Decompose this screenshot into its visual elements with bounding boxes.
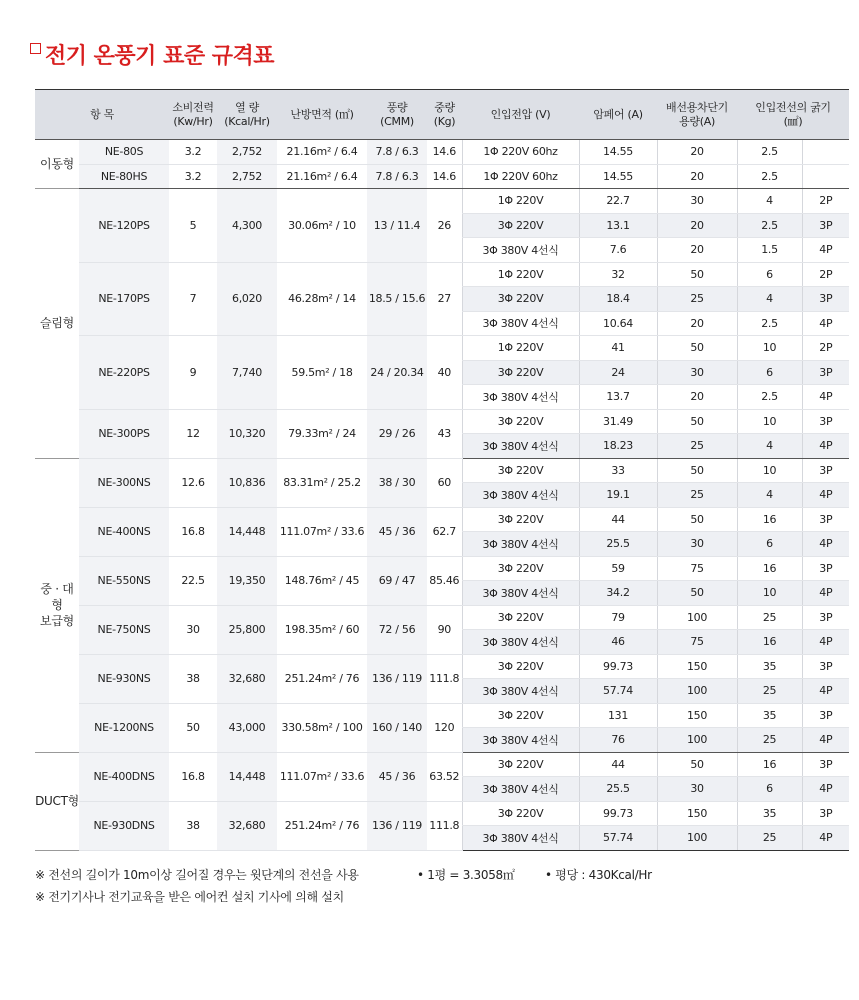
breaker-value: 50 <box>657 262 737 287</box>
breaker-value: 150 <box>657 801 737 826</box>
power-value: 16.8 <box>169 507 217 556</box>
header-voltage: 인입전압 (V) <box>462 90 579 140</box>
weight-value: 111.8 <box>427 654 462 703</box>
wire-pole-value: 2P <box>802 262 849 287</box>
wire-pole-value: 3P <box>802 654 849 679</box>
airflow-value: 45 / 36 <box>367 752 427 801</box>
weight-value: 27 <box>427 262 462 336</box>
model-name: NE-80HS <box>79 164 169 189</box>
wire-pole-value: 3P <box>802 703 849 728</box>
voltage-value: 3Φ 220V <box>462 654 579 679</box>
weight-value: 26 <box>427 189 462 263</box>
area-value: 30.06m² / 10 <box>277 189 367 263</box>
power-value: 9 <box>169 336 217 410</box>
header-power: 소비전력 (Kw/Hr) <box>169 90 217 140</box>
ampere-value: 25.5 <box>579 532 657 557</box>
ampere-value: 34.2 <box>579 581 657 606</box>
model-name: NE-170PS <box>79 262 169 336</box>
breaker-value: 25 <box>657 434 737 459</box>
weight-value: 14.6 <box>427 140 462 165</box>
wire-size-value: 35 <box>737 654 802 679</box>
page-title-text: 전기 온풍기 표준 규격표 <box>45 43 274 69</box>
airflow-value: 136 / 119 <box>367 654 427 703</box>
heat-value: 25,800 <box>217 605 277 654</box>
heat-value: 4,300 <box>217 189 277 263</box>
header-breaker: 배선용차단기 용량(A) <box>657 90 737 140</box>
ampere-value: 19.1 <box>579 483 657 508</box>
model-name: NE-930NS <box>79 654 169 703</box>
header-area: 난방면적 (㎡) <box>277 90 367 140</box>
breaker-value: 20 <box>657 311 737 336</box>
wire-pole-value: 3P <box>802 409 849 434</box>
wire-size-value: 10 <box>737 458 802 483</box>
breaker-value: 30 <box>657 360 737 385</box>
wire-pole-value: 3P <box>802 605 849 630</box>
wire-size-value: 4 <box>737 189 802 214</box>
ampere-value: 44 <box>579 507 657 532</box>
wire-size-value: 6 <box>737 360 802 385</box>
voltage-value: 3Φ 380V 4선식 <box>462 777 579 802</box>
breaker-value: 30 <box>657 777 737 802</box>
airflow-value: 7.8 / 6.3 <box>367 140 427 165</box>
breaker-value: 100 <box>657 826 737 851</box>
wire-pole-value: 4P <box>802 581 849 606</box>
wire-size-value: 25 <box>737 728 802 753</box>
model-name: NE-120PS <box>79 189 169 263</box>
wire-size-value: 4 <box>737 483 802 508</box>
ampere-value: 18.23 <box>579 434 657 459</box>
table-row <box>35 654 849 679</box>
airflow-value: 45 / 36 <box>367 507 427 556</box>
square-bullet-icon <box>30 43 41 54</box>
wire-size-value: 16 <box>737 752 802 777</box>
wire-pole-value: 3P <box>802 801 849 826</box>
table-row <box>35 189 849 214</box>
wire-pole-value: 4P <box>802 483 849 508</box>
breaker-value: 25 <box>657 483 737 508</box>
heat-value: 6,020 <box>217 262 277 336</box>
voltage-value: 1Φ 220V <box>462 262 579 287</box>
voltage-value: 3Φ 220V <box>462 287 579 312</box>
wire-pole-value: 4P <box>802 826 849 851</box>
weight-value: 14.6 <box>427 164 462 189</box>
wire-pole-value: 4P <box>802 777 849 802</box>
area-value: 148.76m² / 45 <box>277 556 367 605</box>
spec-table <box>35 89 849 851</box>
heat-value: 43,000 <box>217 703 277 752</box>
power-value: 22.5 <box>169 556 217 605</box>
wire-pole-value: 3P <box>802 213 849 238</box>
voltage-value: 3Φ 380V 4선식 <box>462 483 579 508</box>
airflow-value: 7.8 / 6.3 <box>367 164 427 189</box>
airflow-value: 24 / 20.34 <box>367 336 427 410</box>
table-row <box>35 801 849 826</box>
ampere-value: 57.74 <box>579 826 657 851</box>
weight-value: 90 <box>427 605 462 654</box>
power-value: 16.8 <box>169 752 217 801</box>
airflow-value: 160 / 140 <box>367 703 427 752</box>
model-name: NE-300PS <box>79 409 169 458</box>
model-name: NE-400NS <box>79 507 169 556</box>
ampere-value: 99.73 <box>579 654 657 679</box>
ampere-value: 14.55 <box>579 140 657 165</box>
breaker-value: 20 <box>657 238 737 263</box>
voltage-value: 1Φ 220V <box>462 336 579 361</box>
model-name: NE-80S <box>79 140 169 165</box>
voltage-value: 3Φ 380V 4선식 <box>462 728 579 753</box>
wire-pole-value: 2P <box>802 189 849 214</box>
power-value: 3.2 <box>169 140 217 165</box>
table-row <box>35 336 849 361</box>
ampere-value: 76 <box>579 728 657 753</box>
table-row <box>35 262 849 287</box>
table-row <box>35 507 849 532</box>
power-value: 50 <box>169 703 217 752</box>
heat-value: 10,836 <box>217 458 277 507</box>
weight-value: 62.7 <box>427 507 462 556</box>
voltage-value: 3Φ 220V <box>462 360 579 385</box>
weight-value: 40 <box>427 336 462 410</box>
breaker-value: 100 <box>657 728 737 753</box>
heat-value: 32,680 <box>217 801 277 850</box>
area-value: 330.58m² / 100 <box>277 703 367 752</box>
wire-size-value: 2.5 <box>737 140 802 165</box>
wire-pole-value: 3P <box>802 458 849 483</box>
wire-size-value: 35 <box>737 801 802 826</box>
area-value: 21.16m² / 6.4 <box>277 164 367 189</box>
footnote-pyeong-conversion: • 1평 = 3.3058㎡ <box>417 868 515 882</box>
wire-pole-value: 3P <box>802 360 849 385</box>
wire-size-value: 10 <box>737 581 802 606</box>
breaker-value: 50 <box>657 752 737 777</box>
table-row <box>35 605 849 630</box>
area-value: 111.07m² / 33.6 <box>277 752 367 801</box>
voltage-value: 3Φ 380V 4선식 <box>462 826 579 851</box>
wire-pole-value: 4P <box>802 238 849 263</box>
breaker-value: 20 <box>657 213 737 238</box>
table-row <box>35 164 849 189</box>
voltage-value: 3Φ 380V 4선식 <box>462 630 579 655</box>
power-value: 7 <box>169 262 217 336</box>
breaker-value: 50 <box>657 336 737 361</box>
model-name: NE-400DNS <box>79 752 169 801</box>
wire-size-value: 4 <box>737 287 802 312</box>
weight-value: 111.8 <box>427 801 462 850</box>
ampere-value: 32 <box>579 262 657 287</box>
wire-size-value: 2.5 <box>737 385 802 410</box>
power-value: 3.2 <box>169 164 217 189</box>
table-row <box>35 140 849 165</box>
wire-pole-value: 3P <box>802 287 849 312</box>
breaker-value: 20 <box>657 385 737 410</box>
power-value: 30 <box>169 605 217 654</box>
area-value: 251.24m² / 76 <box>277 801 367 850</box>
table-row <box>35 752 849 777</box>
area-value: 198.35m² / 60 <box>277 605 367 654</box>
airflow-value: 29 / 26 <box>367 409 427 458</box>
table-row <box>35 409 849 434</box>
area-value: 21.16m² / 6.4 <box>277 140 367 165</box>
ampere-value: 59 <box>579 556 657 581</box>
wire-pole-value: 3P <box>802 556 849 581</box>
airflow-value: 38 / 30 <box>367 458 427 507</box>
breaker-value: 30 <box>657 189 737 214</box>
table-header <box>35 90 849 140</box>
breaker-value: 20 <box>657 164 737 189</box>
header-heat: 열 량 (Kcal/Hr) <box>217 90 277 140</box>
wire-size-value: 25 <box>737 605 802 630</box>
ampere-value: 46 <box>579 630 657 655</box>
power-value: 5 <box>169 189 217 263</box>
voltage-value: 3Φ 380V 4선식 <box>462 311 579 336</box>
ampere-value: 10.64 <box>579 311 657 336</box>
wire-pole-value: 3P <box>802 507 849 532</box>
airflow-value: 18.5 / 15.6 <box>367 262 427 336</box>
wire-size-value: 10 <box>737 336 802 361</box>
ampere-value: 25.5 <box>579 777 657 802</box>
model-name: NE-750NS <box>79 605 169 654</box>
weight-value: 60 <box>427 458 462 507</box>
voltage-value: 1Φ 220V <box>462 189 579 214</box>
wire-pole-value: 3P <box>802 752 849 777</box>
power-value: 12 <box>169 409 217 458</box>
area-value: 111.07m² / 33.6 <box>277 507 367 556</box>
area-value: 83.31m² / 25.2 <box>277 458 367 507</box>
header-weight: 중량 (Kg) <box>427 90 462 140</box>
footnote-wire-length: ※ 전선의 길이가 10m이상 길어질 경우는 윗단계의 전선을 사용 <box>35 868 359 882</box>
group-name: 중 · 대형 보급형 <box>35 458 79 752</box>
ampere-value: 24 <box>579 360 657 385</box>
wire-size-value: 16 <box>737 630 802 655</box>
breaker-value: 50 <box>657 581 737 606</box>
wire-size-value: 6 <box>737 262 802 287</box>
footnotes <box>35 864 835 908</box>
voltage-value: 3Φ 220V <box>462 801 579 826</box>
breaker-value: 150 <box>657 703 737 728</box>
voltage-value: 3Φ 380V 4선식 <box>462 385 579 410</box>
area-value: 59.5m² / 18 <box>277 336 367 410</box>
group-name: 슬림형 <box>35 189 79 459</box>
ampere-value: 7.6 <box>579 238 657 263</box>
heat-value: 2,752 <box>217 164 277 189</box>
model-name: NE-1200NS <box>79 703 169 752</box>
table-row <box>35 458 849 483</box>
wire-pole-value <box>802 164 849 189</box>
model-name: NE-220PS <box>79 336 169 410</box>
wire-size-value: 2.5 <box>737 213 802 238</box>
power-value: 38 <box>169 654 217 703</box>
voltage-value: 3Φ 380V 4선식 <box>462 532 579 557</box>
wire-size-value: 1.5 <box>737 238 802 263</box>
wire-pole-value: 4P <box>802 434 849 459</box>
wire-size-value: 4 <box>737 434 802 459</box>
area-value: 251.24m² / 76 <box>277 654 367 703</box>
heat-value: 14,448 <box>217 752 277 801</box>
breaker-value: 25 <box>657 287 737 312</box>
voltage-value: 3Φ 220V <box>462 752 579 777</box>
ampere-value: 99.73 <box>579 801 657 826</box>
wire-pole-value: 4P <box>802 311 849 336</box>
wire-size-value: 2.5 <box>737 164 802 189</box>
table-body <box>35 140 849 851</box>
header-airflow: 풍량 (CMM) <box>367 90 427 140</box>
airflow-value: 13 / 11.4 <box>367 189 427 263</box>
wire-size-value: 25 <box>737 826 802 851</box>
ampere-value: 31.49 <box>579 409 657 434</box>
model-name: NE-300NS <box>79 458 169 507</box>
voltage-value: 3Φ 380V 4선식 <box>462 679 579 704</box>
header-item: 항 목 <box>35 90 169 140</box>
page-title <box>30 38 274 70</box>
wire-size-value: 35 <box>737 703 802 728</box>
wire-pole-value: 4P <box>802 679 849 704</box>
voltage-value: 3Φ 220V <box>462 458 579 483</box>
voltage-value: 3Φ 220V <box>462 213 579 238</box>
power-value: 12.6 <box>169 458 217 507</box>
table-row <box>35 556 849 581</box>
heat-value: 19,350 <box>217 556 277 605</box>
model-name: NE-550NS <box>79 556 169 605</box>
wire-size-value: 6 <box>737 532 802 557</box>
wire-pole-value: 4P <box>802 728 849 753</box>
ampere-value: 57.74 <box>579 679 657 704</box>
breaker-value: 100 <box>657 679 737 704</box>
ampere-value: 18.4 <box>579 287 657 312</box>
group-name: DUCT형 <box>35 752 79 850</box>
wire-size-value: 25 <box>737 679 802 704</box>
voltage-value: 3Φ 220V <box>462 556 579 581</box>
ampere-value: 41 <box>579 336 657 361</box>
heat-value: 10,320 <box>217 409 277 458</box>
wire-size-value: 2.5 <box>737 311 802 336</box>
heat-value: 7,740 <box>217 336 277 410</box>
heat-value: 32,680 <box>217 654 277 703</box>
wire-pole-value <box>802 140 849 165</box>
wire-pole-value: 2P <box>802 336 849 361</box>
airflow-value: 72 / 56 <box>367 605 427 654</box>
header-wire: 인입전선의 굵기 (㎟) <box>737 90 849 140</box>
voltage-value: 3Φ 220V <box>462 605 579 630</box>
voltage-value: 3Φ 220V <box>462 409 579 434</box>
header-ampere: 암페어 (A) <box>579 90 657 140</box>
weight-value: 120 <box>427 703 462 752</box>
wire-size-value: 16 <box>737 556 802 581</box>
heat-value: 2,752 <box>217 140 277 165</box>
voltage-value: 1Φ 220V 60hz <box>462 164 579 189</box>
weight-value: 43 <box>427 409 462 458</box>
voltage-value: 3Φ 380V 4선식 <box>462 434 579 459</box>
weight-value: 85.46 <box>427 556 462 605</box>
voltage-value: 3Φ 380V 4선식 <box>462 581 579 606</box>
ampere-value: 131 <box>579 703 657 728</box>
wire-pole-value: 4P <box>802 385 849 410</box>
breaker-value: 75 <box>657 556 737 581</box>
airflow-value: 69 / 47 <box>367 556 427 605</box>
group-name: 이동형 <box>35 140 79 189</box>
area-value: 46.28m² / 14 <box>277 262 367 336</box>
weight-value: 63.52 <box>427 752 462 801</box>
ampere-value: 79 <box>579 605 657 630</box>
wire-size-value: 6 <box>737 777 802 802</box>
breaker-value: 50 <box>657 507 737 532</box>
airflow-value: 136 / 119 <box>367 801 427 850</box>
wire-pole-value: 4P <box>802 532 849 557</box>
voltage-value: 3Φ 220V <box>462 507 579 532</box>
footnote-kcal-per-pyeong: • 평당 : 430Kcal/Hr <box>545 868 652 882</box>
ampere-value: 44 <box>579 752 657 777</box>
area-value: 79.33m² / 24 <box>277 409 367 458</box>
wire-pole-value: 4P <box>802 630 849 655</box>
power-value: 38 <box>169 801 217 850</box>
model-name: NE-930DNS <box>79 801 169 850</box>
ampere-value: 33 <box>579 458 657 483</box>
breaker-value: 50 <box>657 409 737 434</box>
heat-value: 14,448 <box>217 507 277 556</box>
ampere-value: 22.7 <box>579 189 657 214</box>
footnote-installer: ※ 전기기사나 전기교육을 받은 에어컨 설치 기사에 의해 설치 <box>35 890 344 904</box>
breaker-value: 100 <box>657 605 737 630</box>
wire-size-value: 10 <box>737 409 802 434</box>
voltage-value: 3Φ 380V 4선식 <box>462 238 579 263</box>
breaker-value: 75 <box>657 630 737 655</box>
breaker-value: 150 <box>657 654 737 679</box>
table-row <box>35 703 849 728</box>
wire-size-value: 16 <box>737 507 802 532</box>
ampere-value: 13.1 <box>579 213 657 238</box>
ampere-value: 13.7 <box>579 385 657 410</box>
breaker-value: 20 <box>657 140 737 165</box>
voltage-value: 1Φ 220V 60hz <box>462 140 579 165</box>
breaker-value: 50 <box>657 458 737 483</box>
ampere-value: 14.55 <box>579 164 657 189</box>
breaker-value: 30 <box>657 532 737 557</box>
voltage-value: 3Φ 220V <box>462 703 579 728</box>
